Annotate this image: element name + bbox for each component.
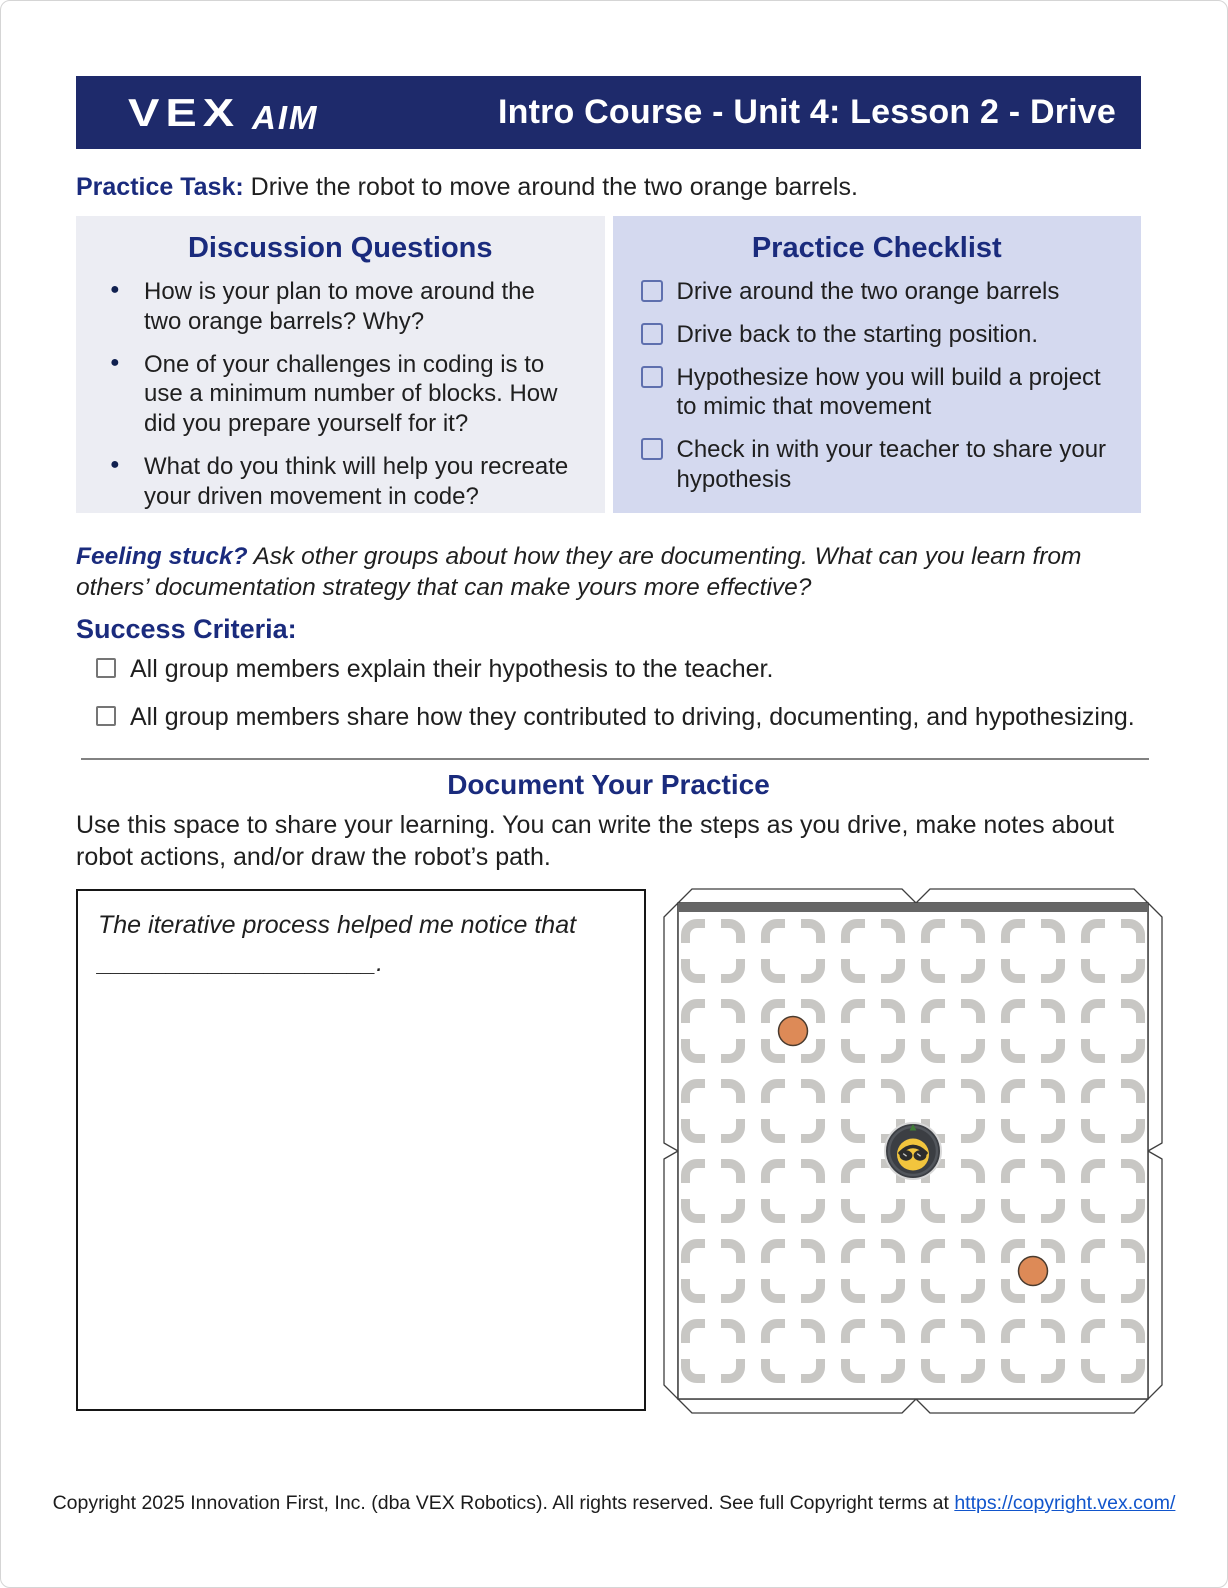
two-column-section [76,216,1141,513]
feeling-stuck-note [76,541,1148,604]
checkbox[interactable] [641,323,663,345]
checkbox[interactable] [96,658,116,678]
documentation-prompt: The iterative process helped me notice that ____________________. [98,911,577,977]
feeling-stuck-label: Feeling stuck? [76,543,248,570]
section-divider [81,758,1149,760]
checkbox[interactable] [641,280,663,302]
success-criteria-list [96,654,1141,750]
checklist-item-label: Check in with your teacher to share your hypothesis [676,436,1107,493]
document-practice-title: Document Your Practice [447,769,770,800]
discussion-bullet-list [104,277,577,511]
aim-robot [885,1123,941,1179]
success-criteria-title: Success Criteria: [76,614,297,644]
practice-checklist-title: Practice Checklist [751,232,1002,264]
checkbox[interactable] [641,438,663,460]
vex-aim-logo [128,89,319,136]
aim-wordmark: AIM [252,99,319,136]
field-wall [678,903,1148,912]
checklist-item [641,363,1114,423]
copyright-footer [1,1492,1227,1515]
discussion-bullet: ● One of your challenges in coding is to use a minimum number of blocks. How did you prepare yourself for it? [104,350,577,439]
checklist-item [641,320,1114,350]
feeling-stuck-text: Ask other groups about how they are documenting. What can you learn from others’ documentation strategy that can make yours more effective? [76,543,1082,602]
checklist-item [641,435,1114,495]
discussion-bullet: ● How is your plan to move around the two orange barrels? Why? [104,277,577,337]
field-map [654,877,1164,1417]
practice-task-text: Drive the robot to move around the two orange barrels. [243,173,858,201]
checklist-item [641,277,1114,307]
checkbox[interactable] [96,706,116,726]
practice-task-label: Practice Task: [76,173,244,201]
success-criteria-item [96,702,1141,733]
header-banner [76,76,1141,149]
practice-task [76,171,1141,204]
success-criteria-label: All group members share how they contributed to driving, documenting, and hypothesizing. [130,703,1135,731]
copyright-link[interactable]: https://copyright.vex.com/ [954,1492,1176,1514]
checklist-item-label: Drive around the two orange barrels [676,278,1060,305]
document-practice-intro: Use this space to share your learning. You can write the steps as you drive, make notes about robot actions, and/or draw the robot’s path. [76,811,1115,871]
practice-checklist-panel [613,216,1142,513]
discussion-questions-panel [76,216,605,513]
discussion-bullet: ● What do you think will help you recreate your driven movement in code? [104,452,577,512]
documentation-writing-area[interactable] [76,889,646,1411]
checklist-item-label: Drive back to the starting position. [676,320,1039,348]
checklist-item-label: Hypothesize how you will build a project to mimic that movement [676,363,1101,421]
page-title: Intro Course - Unit 4: Lesson 2 - Drive [497,93,1116,131]
success-criteria-item [96,654,1141,685]
checkbox[interactable] [641,366,663,388]
discussion-questions-title: Discussion Questions [187,232,493,264]
vex-wordmark: VEX [128,90,241,135]
success-criteria-label: All group members explain their hypothesis to the teacher. [130,655,774,683]
copyright-text: Copyright 2025 Innovation First, Inc. (dba VEX Robotics). All rights reserved. See full Copyright terms at [52,1492,955,1514]
